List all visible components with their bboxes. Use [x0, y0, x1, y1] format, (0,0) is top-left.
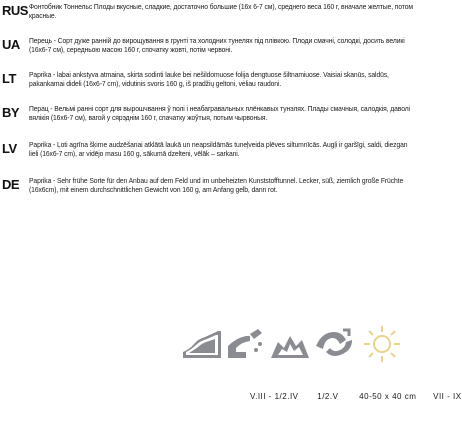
planting-icon: [268, 322, 312, 366]
entry-text: Augļi ir garšīgi, saldi, diezgan lieli (16x6-7 cm), ar vidējo masu 160 g, sākumā dzelteni, vēlāk – sarkani.: [29, 140, 408, 158]
lang-code: RUS: [2, 3, 28, 18]
lang-code: LT: [2, 71, 16, 86]
entry-lv: [2, 140, 416, 158]
entry-ua: [2, 36, 416, 54]
entry-body: [29, 36, 414, 54]
entry-text: Плоды вкусные, сладкие, достаточно большие (16x 6-7 см), среднего веса 160 г, вначале желтые, потом красные.: [29, 2, 413, 20]
lang-code: DE: [2, 177, 20, 192]
entry-body: [29, 104, 414, 122]
watering-icon: [224, 322, 268, 366]
sun-icon: [362, 324, 402, 364]
entry-title: Paprika - Sehr frühe Sorte für den Anbau auf dem Feld und im unbeheizten Kunststofftunnel.: [29, 176, 298, 185]
entry-text: Плоди смачні, солодкі, досить великі (16х6-7 см), середньою масою 160 г, спочатку жовті, потім червоні.: [29, 36, 405, 54]
entry-title: Перець - Сорт дуже ранній до вирощування в грунті та холодних тунелях під плівкою.: [29, 36, 291, 45]
entry-de: [2, 176, 416, 194]
lang-code: LV: [2, 141, 17, 156]
entry-body: [29, 140, 414, 158]
growing-specs: [250, 392, 462, 401]
entry-title: Paprika - Ļoti agrīna šķirne audzēšanai atklātā laukā un neapsildāmās tuneļveida plēves siltumnīcās.: [29, 140, 322, 149]
entry-rus: [2, 2, 416, 20]
harvest-icon: [312, 322, 356, 366]
harvest-period: VII - IX: [433, 392, 462, 401]
growth-stages-icon: [180, 322, 224, 366]
entry-text: Vaisiai skanūs, saldūs, pakankamai dideli (16x6-7 cm), vidutinis svoris 160 g, iš pradžių geltoni, vėliau raudoni.: [29, 70, 389, 88]
entry-title: Перац - Вельмі ранні сорт для вырошчвання ў полі і неабагравальных плёнкавых тунэлях.: [29, 104, 306, 113]
entry-title: Paprika - labai ankstyva atmaina, skirta sodinti lauke bei nešildomuose folija dengtuose šiltnamiuose.: [29, 70, 322, 79]
entry-title: Фонтобник Тоннельс: [29, 2, 93, 11]
lang-code: BY: [2, 105, 20, 120]
entry-body: [29, 176, 414, 194]
cultivation-icons: [180, 322, 420, 368]
entry-body: [29, 70, 414, 88]
sowing-period: V.III - 1/2.IV: [250, 392, 299, 401]
entry-text: Плады смачныя, салодкія, даволі вялікія (16х6-7 см), вагой у сярэднім 160 г, спачатку жоўтыя, потым чырвоныя.: [29, 104, 410, 122]
entry-text: Lecker, süß, ziemlich große Früchte (16x6cm), mit einem durchschnittlichen Gewicht von 160 g, am Anfang gelb, dann rot.: [29, 176, 404, 194]
planting-period: 1/2.V: [317, 392, 339, 401]
lang-code: UA: [2, 37, 20, 52]
plant-spacing: 40-50 x 40 cm: [359, 392, 417, 401]
entry-body: [29, 2, 414, 20]
entry-lt: [2, 70, 416, 88]
entry-by: [2, 104, 416, 122]
